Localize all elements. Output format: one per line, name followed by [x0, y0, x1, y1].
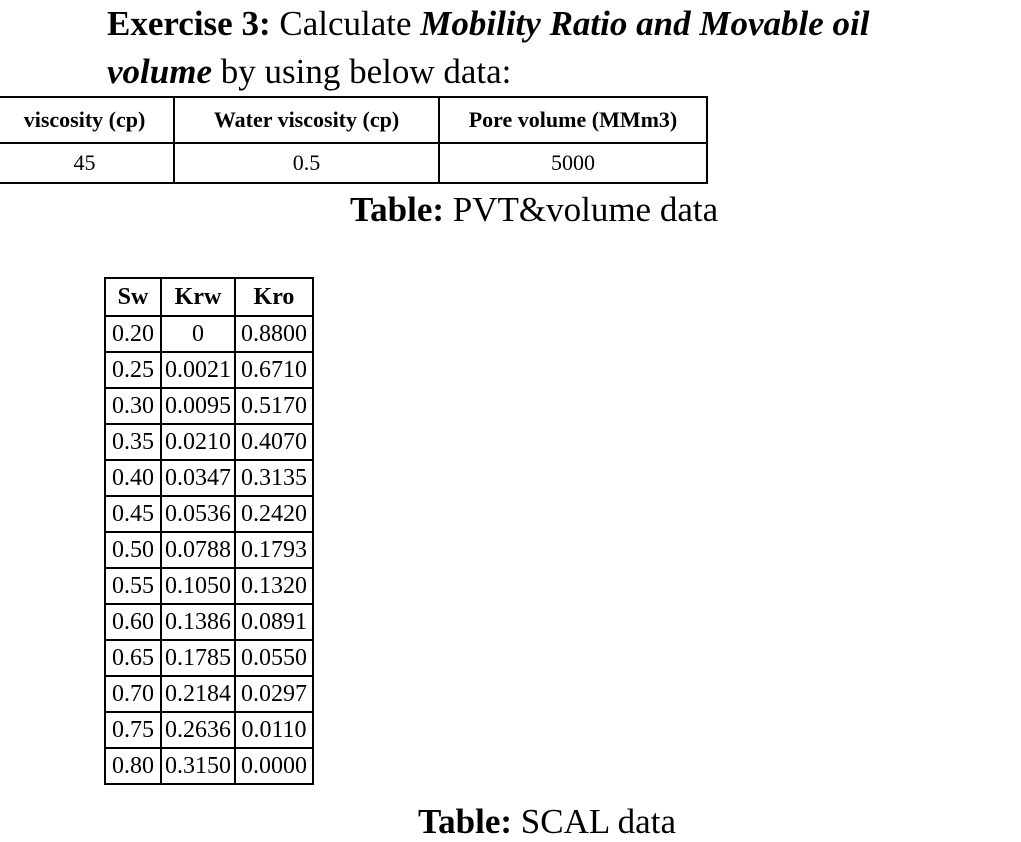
scal-cell-sw: 0.80 — [105, 748, 161, 784]
scal-cell-sw: 0.55 — [105, 568, 161, 604]
pvt-data-row — [0, 143, 707, 183]
pvt-header-oil-viscosity: viscosity (cp) — [0, 97, 174, 143]
scal-cell-krw: 0.0021 — [161, 352, 235, 388]
scal-cell-krw: 0.2184 — [161, 676, 235, 712]
pvt-header-row — [0, 97, 707, 143]
pvt-caption-text: PVT&volume data — [444, 190, 719, 229]
table-row — [105, 676, 313, 712]
scal-cell-krw: 0.1785 — [161, 640, 235, 676]
pvt-volume-table — [0, 96, 708, 184]
scal-cell-kro: 0.1793 — [235, 532, 313, 568]
pvt-caption-label: Table: — [350, 190, 445, 229]
scal-cell-kro: 0.0000 — [235, 748, 313, 784]
table-row — [105, 388, 313, 424]
scal-cell-krw: 0.0788 — [161, 532, 235, 568]
scal-cell-kro: 0.6710 — [235, 352, 313, 388]
exercise-heading — [107, 0, 1021, 96]
scal-cell-krw: 0.0095 — [161, 388, 235, 424]
scal-cell-sw: 0.70 — [105, 676, 161, 712]
exercise-label: Exercise 3: — [107, 4, 271, 43]
scal-cell-sw: 0.20 — [105, 316, 161, 352]
scal-cell-krw: 0.0347 — [161, 460, 235, 496]
scal-cell-kro: 0.4070 — [235, 424, 313, 460]
scal-table-caption — [418, 802, 676, 842]
scal-header-kro: Kro — [235, 278, 313, 316]
heading-line-1 — [107, 0, 1021, 48]
scal-cell-kro: 0.0297 — [235, 676, 313, 712]
scal-cell-sw: 0.60 — [105, 604, 161, 640]
scal-table — [104, 277, 314, 785]
pvt-header-water-viscosity: Water viscosity (cp) — [174, 97, 439, 143]
scal-cell-krw: 0.0536 — [161, 496, 235, 532]
scal-header-sw: Sw — [105, 278, 161, 316]
heading-emphasis-2: volume — [107, 52, 212, 91]
scal-cell-sw: 0.30 — [105, 388, 161, 424]
scal-cell-sw: 0.35 — [105, 424, 161, 460]
table-row — [105, 496, 313, 532]
scal-cell-kro: 0.0891 — [235, 604, 313, 640]
scal-cell-kro: 0.0550 — [235, 640, 313, 676]
scal-cell-kro: 0.1320 — [235, 568, 313, 604]
table-row — [105, 352, 313, 388]
scal-cell-sw: 0.45 — [105, 496, 161, 532]
scal-cell-krw: 0.1386 — [161, 604, 235, 640]
scal-cell-sw: 0.50 — [105, 532, 161, 568]
scal-cell-sw: 0.65 — [105, 640, 161, 676]
scal-cell-krw: 0.3150 — [161, 748, 235, 784]
table-row — [105, 316, 313, 352]
pvt-cell-oil-viscosity: 45 — [0, 143, 174, 183]
scal-header-row — [105, 278, 313, 316]
scal-caption-label: Table: — [418, 802, 513, 841]
scal-cell-kro: 0.3135 — [235, 460, 313, 496]
table-row — [105, 532, 313, 568]
pvt-table-caption — [350, 190, 718, 230]
table-row — [105, 712, 313, 748]
scal-cell-krw: 0 — [161, 316, 235, 352]
table-row — [105, 424, 313, 460]
pvt-header-pore-volume: Pore volume (MMm3) — [439, 97, 707, 143]
scal-header-krw: Krw — [161, 278, 235, 316]
table-row — [105, 748, 313, 784]
scal-cell-kro: 0.8800 — [235, 316, 313, 352]
scal-cell-kro: 0.5170 — [235, 388, 313, 424]
table-row — [105, 460, 313, 496]
heading-text-1: Calculate — [270, 4, 421, 43]
scal-cell-kro: 0.0110 — [235, 712, 313, 748]
heading-emphasis-1: Mobility Ratio and Movable oil — [420, 4, 870, 43]
pvt-cell-pore-volume: 5000 — [439, 143, 707, 183]
pvt-cell-water-viscosity: 0.5 — [174, 143, 439, 183]
scal-cell-sw: 0.25 — [105, 352, 161, 388]
heading-line-2 — [107, 48, 1021, 96]
table-row — [105, 640, 313, 676]
scal-cell-krw: 0.1050 — [161, 568, 235, 604]
scal-cell-krw: 0.0210 — [161, 424, 235, 460]
scal-cell-sw: 0.75 — [105, 712, 161, 748]
heading-text-2: by using below data: — [211, 52, 512, 91]
scal-cell-kro: 0.2420 — [235, 496, 313, 532]
scal-caption-text: SCAL data — [512, 802, 676, 841]
table-row — [105, 568, 313, 604]
table-row — [105, 604, 313, 640]
scal-cell-sw: 0.40 — [105, 460, 161, 496]
scal-cell-krw: 0.2636 — [161, 712, 235, 748]
